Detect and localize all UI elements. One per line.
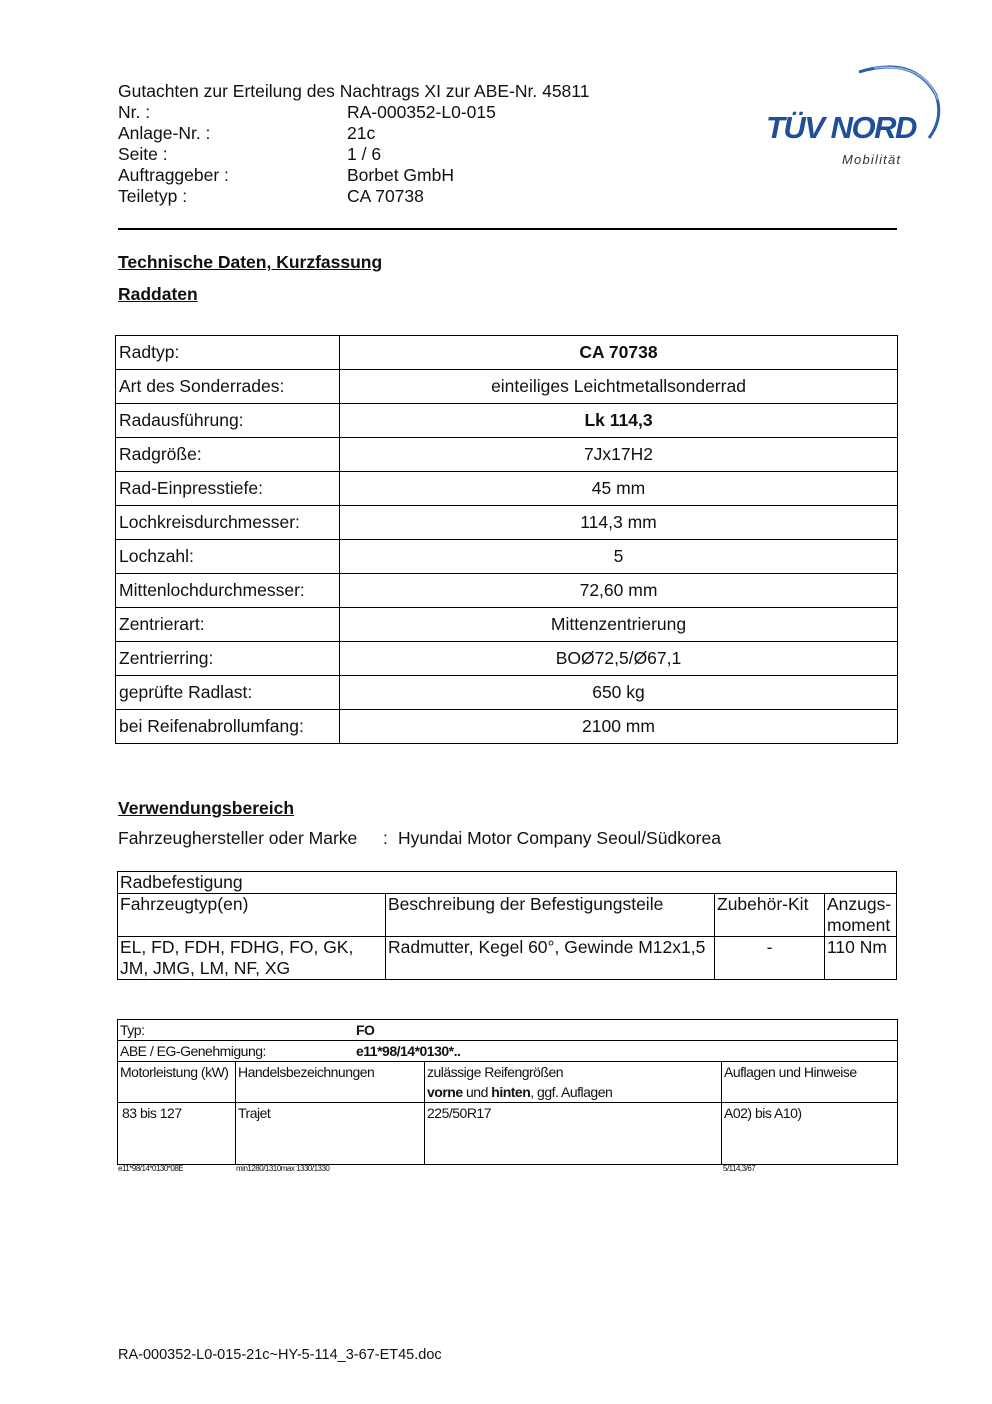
table-row xyxy=(118,1041,898,1062)
section-subtitle-raddaten: Raddaten xyxy=(118,284,198,304)
cell-label: Lochzahl: xyxy=(116,540,340,574)
table-row xyxy=(116,506,898,540)
header-label: Nr. : xyxy=(118,102,151,122)
reifen-header-vorne: vorne xyxy=(427,1084,463,1100)
cell-value: 7Jx17H2 xyxy=(340,438,898,472)
header-value: 21c xyxy=(347,123,376,143)
header-value: CA 70738 xyxy=(347,186,424,206)
cell-label: Lochkreisdurchmesser: xyxy=(116,506,340,540)
cell-motorleistung: 83 bis 127 xyxy=(118,1103,236,1165)
column-header: Anzugs-moment xyxy=(825,894,897,937)
cell-value: 114,3 mm xyxy=(340,506,898,540)
typ-footnote-1: e11*98/14*0130*08E xyxy=(118,1164,184,1173)
header-row-auftraggeber xyxy=(118,165,589,186)
cell-handelsbezeichnung: Trajet xyxy=(236,1103,425,1165)
column-header: Fahrzeugtyp(en) xyxy=(118,894,386,937)
column-header: Beschreibung der Befestigungsteile xyxy=(386,894,715,937)
document-filename: RA-000352-L0-015-21c~HY-5-114_3-67-ET45.doc xyxy=(118,1347,442,1363)
cell-reifengroesse: 225/50R17 xyxy=(425,1103,722,1165)
cell-value: 72,60 mm xyxy=(340,574,898,608)
cell-label: bei Reifenabrollumfang: xyxy=(116,710,340,744)
cell-label: Mittenlochdurchmesser: xyxy=(116,574,340,608)
table-header-row xyxy=(118,1062,898,1103)
header-row-nr xyxy=(118,102,589,123)
table-row xyxy=(118,1020,898,1041)
hersteller-value: Hyundai Motor Company Seoul/Südkorea xyxy=(398,828,721,848)
cell-label: Radgröße: xyxy=(116,438,340,472)
cell-value: Mittenzentrierung xyxy=(340,608,898,642)
table-row xyxy=(116,336,898,370)
header-divider xyxy=(118,228,897,230)
table-row xyxy=(116,404,898,438)
table-row xyxy=(116,608,898,642)
header-row-anlage xyxy=(118,123,589,144)
tuv-nord-logo xyxy=(764,60,944,170)
table-row xyxy=(118,1103,898,1165)
cell-label: geprüfte Radlast: xyxy=(116,676,340,710)
cell-value: BOØ72,5/Ø67,1 xyxy=(340,642,898,676)
cell-zubehoer-kit: - xyxy=(715,937,825,980)
cell-value: 650 kg xyxy=(340,676,898,710)
cell-label: Art des Sonderrades: xyxy=(116,370,340,404)
header-value: 1 / 6 xyxy=(347,144,382,164)
header-label: Auftraggeber : xyxy=(118,165,229,185)
typ-footnote-3: 5/114,3/67 xyxy=(723,1164,756,1173)
abe-value: e11*98/14*0130*.. xyxy=(356,1043,461,1059)
table-row xyxy=(116,710,898,744)
header-label: Teiletyp : xyxy=(118,186,188,206)
column-header-reifen xyxy=(425,1062,722,1103)
cell-label: Radtyp: xyxy=(116,336,340,370)
section-title: Technische Daten, Kurzfassung xyxy=(118,252,383,272)
section-verwendungsbereich: Verwendungsbereich xyxy=(118,798,295,818)
typ-table xyxy=(117,1019,898,1165)
header-label: Seite : xyxy=(118,144,168,164)
cell-anzugsmoment: 110 Nm xyxy=(825,937,897,980)
raddaten-table xyxy=(115,335,898,744)
table-row xyxy=(116,438,898,472)
header-row-seite xyxy=(118,144,589,165)
reifen-header-line1: zulässige Reifengrößen xyxy=(427,1064,564,1080)
cell-beschreibung: Radmutter, Kegel 60°, Gewinde M12x1,5 xyxy=(386,937,715,980)
typ-value: FO xyxy=(356,1022,375,1038)
typ-label: Typ: xyxy=(120,1022,145,1038)
table-row xyxy=(118,872,897,894)
header-label: Anlage-Nr. : xyxy=(118,123,211,143)
cell-label: Zentrierart: xyxy=(116,608,340,642)
typ-row xyxy=(118,1020,898,1041)
reifen-header-und: und xyxy=(462,1084,492,1100)
cell-label: Rad-Einpresstiefe: xyxy=(116,472,340,506)
hersteller-label: Fahrzeughersteller oder Marke xyxy=(118,828,358,848)
column-header: Handelsbezeichnungen xyxy=(236,1062,425,1103)
cell-value: 5 xyxy=(340,540,898,574)
table-row xyxy=(116,472,898,506)
cell-value: 2100 mm xyxy=(340,710,898,744)
header-row-teiletyp xyxy=(118,186,589,207)
document-title: Gutachten zur Erteilung des Nachtrags XI zur ABE-Nr. 45811 xyxy=(118,81,590,101)
cell-auflagen: A02) bis A10) xyxy=(722,1103,898,1165)
table-row xyxy=(116,370,898,404)
abe-label: ABE / EG-Genehmigung: xyxy=(120,1043,266,1059)
cell-value: einteiliges Leichtmetallsonderrad xyxy=(340,370,898,404)
logo-brand: TÜV NORD xyxy=(766,110,916,145)
abe-row xyxy=(118,1041,898,1062)
radbefestigung-table xyxy=(117,871,897,980)
hersteller-separator: : xyxy=(383,828,388,848)
document-header xyxy=(118,81,589,207)
cell-value: 45 mm xyxy=(340,472,898,506)
logo-subtitle: Mobilität xyxy=(842,152,902,167)
cell-value: CA 70738 xyxy=(340,336,898,370)
reifen-header-hinten: hinten xyxy=(491,1084,531,1100)
column-header: Motorleistung (kW) xyxy=(118,1062,236,1103)
table-row xyxy=(116,676,898,710)
header-value: RA-000352-L0-015 xyxy=(347,102,496,122)
column-header: Zubehör-Kit xyxy=(715,894,825,937)
typ-footnote-2: min1280/1310max 1330/1330 xyxy=(236,1164,330,1173)
cell-value: Lk 114,3 xyxy=(340,404,898,438)
cell-fahrzeugtypen: EL, FD, FDH, FDHG, FO, GK, JM, JMG, LM, NF, XG xyxy=(118,937,386,980)
cell-label: Zentrierring: xyxy=(116,642,340,676)
table-row xyxy=(116,574,898,608)
column-header: Auflagen und Hinweise xyxy=(722,1062,898,1103)
table-title: Radbefestigung xyxy=(118,872,897,894)
table-row xyxy=(118,937,897,980)
header-value: Borbet GmbH xyxy=(347,165,454,185)
hersteller-line xyxy=(118,828,721,849)
table-row xyxy=(116,642,898,676)
reifen-header-rest: , ggf. Auflagen xyxy=(530,1084,613,1100)
table-row xyxy=(116,540,898,574)
cell-label: Radausführung: xyxy=(116,404,340,438)
table-header-row xyxy=(118,894,897,937)
